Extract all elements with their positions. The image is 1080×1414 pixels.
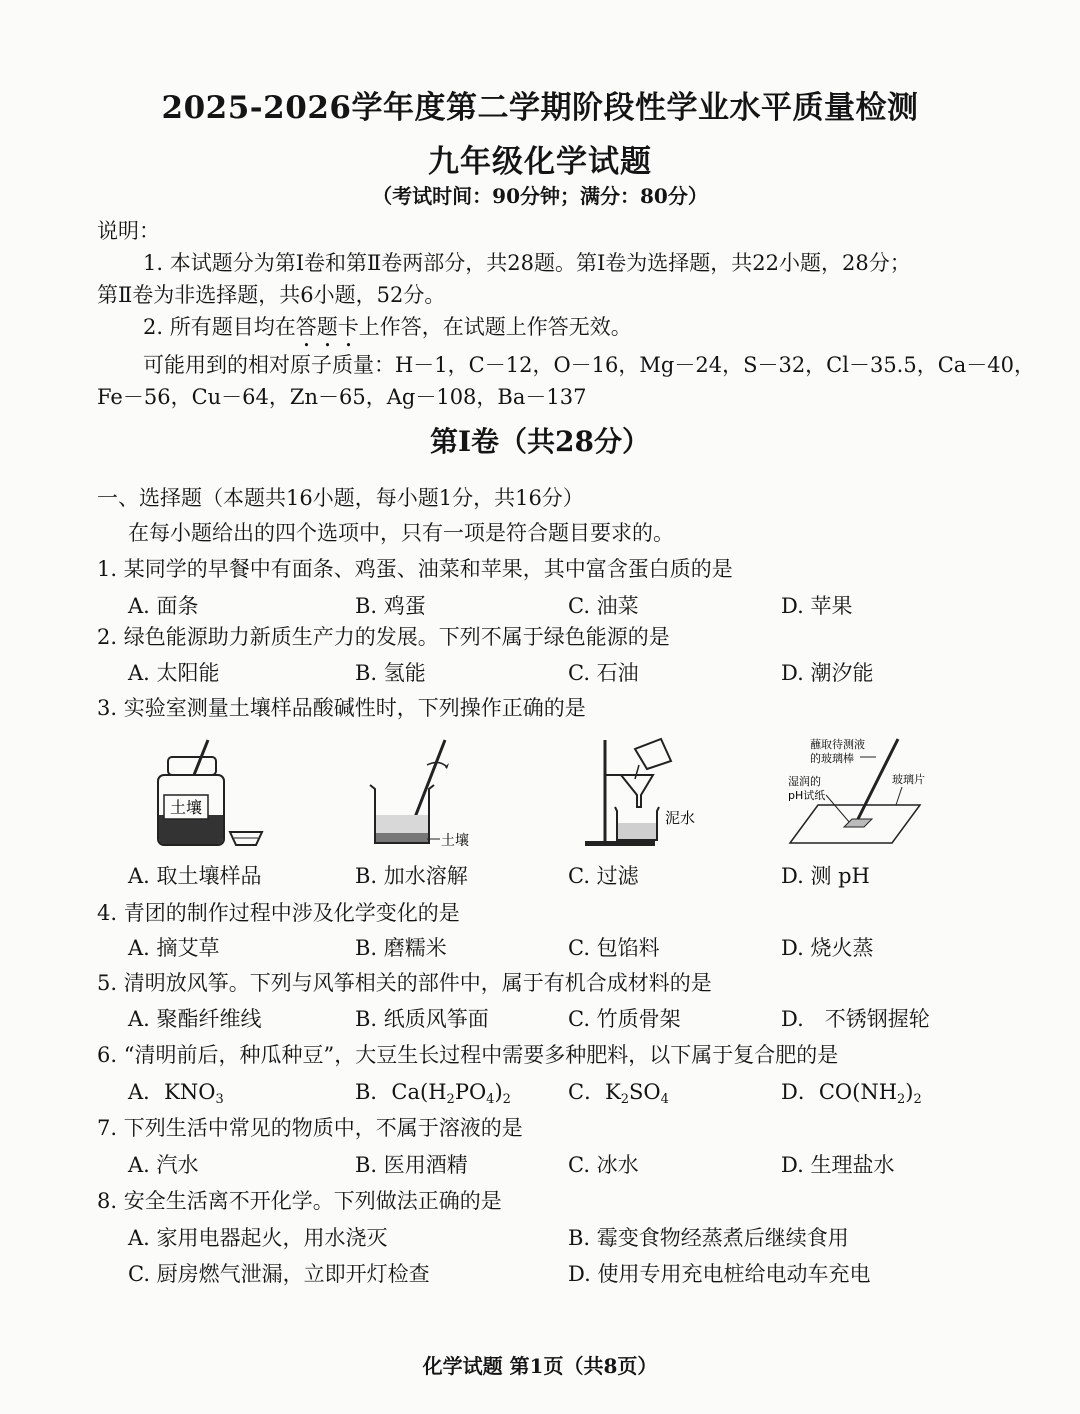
formula-subscript: 4: [660, 1092, 669, 1107]
question-stem: 青团的制作过程中涉及化学变化的是: [123, 901, 460, 925]
filtration-figure: [575, 735, 715, 850]
q3-option-b: B. 加水溶解: [355, 864, 468, 888]
paper-pointer: [826, 795, 850, 823]
glass-rod-label-2: 的玻璃棒: [810, 752, 854, 765]
formula-text: B．Ca(H: [355, 1080, 447, 1104]
q8-option-d: D. 使用专用充电桩给电动车充电: [568, 1262, 871, 1286]
formula-subscript: 2: [620, 1092, 630, 1107]
filtrate: [618, 823, 656, 839]
q2-option-c: C. 石油: [568, 661, 639, 685]
wet-paper-label: 湿润的: [788, 775, 821, 788]
q6-option-b: [355, 1076, 511, 1107]
soil-jar-label: 土壤: [169, 798, 203, 817]
question-stem: 绿色能源助力新质生产力的发展。下列不属于绿色能源的是: [123, 625, 670, 649]
ph-test-figure: [780, 735, 940, 850]
q7-option-d: D. 生理盐水: [781, 1153, 895, 1177]
question-stem: 某同学的早餐中有面条、鸡蛋、油菜和苹果，其中富含蛋白质的是: [123, 557, 733, 581]
formula-text: ): [905, 1080, 914, 1104]
jar-lid: [168, 757, 216, 775]
pouring-beaker: [635, 739, 671, 769]
q3-option-c: C. 过滤: [568, 864, 639, 888]
notes-item-2-emphasis: 答题卡: [295, 315, 359, 339]
question-stem: 安全生活离不开化学。下列做法正确的是: [123, 1189, 502, 1213]
question-number: 6.: [97, 1043, 118, 1067]
pour-stream: [635, 765, 639, 779]
sediment: [376, 833, 428, 842]
atomic-mass-line-2: Fe－56，Cu－64，Zn－65，Ag－108，Ba－137: [97, 385, 587, 409]
q8-option-c: C. 厨房燃气泄漏，立即开灯检查: [128, 1262, 430, 1286]
question-2: [97, 621, 670, 651]
formula-subscript: 2: [446, 1092, 455, 1107]
glass-plate-label: 玻璃片: [892, 773, 925, 786]
exam-info: （考试时间：90分钟；满分：80分）: [372, 184, 708, 208]
q5-option-d: D. 不锈钢握轮: [781, 1007, 930, 1031]
stand-base: [585, 841, 655, 846]
plate-pointer: [896, 787, 902, 805]
q4-option-d: D. 烧火蒸: [781, 936, 874, 960]
section-heading: 第Ⅰ卷（共28分）: [429, 425, 651, 458]
formula-subscript: 4: [486, 1092, 495, 1107]
q1-option-a: A. 面条: [128, 594, 199, 618]
formula-subscript: 2: [502, 1092, 511, 1107]
notes-item-2-post: 上作答，在试题上作答无效。: [358, 315, 632, 339]
question-6: [97, 1039, 838, 1069]
question-number: 4.: [97, 901, 118, 925]
q4-option-c: C. 包馅料: [568, 936, 660, 960]
q4-option-b: B. 磨糯米: [355, 936, 447, 960]
formula-text: ): [494, 1080, 503, 1104]
question-3: [97, 692, 586, 722]
beaker-figure: [365, 735, 495, 850]
q5-option-a: A. 聚酯纤维线: [128, 1007, 262, 1031]
notes-item-2: [143, 311, 632, 352]
question-number: 7.: [97, 1116, 118, 1140]
question-7: [97, 1112, 523, 1142]
exam-title: 2025-2026学年度第二学期阶段性学业水平质量检测: [161, 90, 919, 126]
formula-text: SO: [629, 1080, 661, 1104]
question-5: [97, 967, 712, 997]
question-stem: 清明放风筝。下列与风筝相关的部件中，属于有机合成材料的是: [123, 971, 712, 995]
q2-option-a: A. 太阳能: [128, 661, 220, 685]
q1-option-b: B. 鸡蛋: [355, 594, 426, 618]
q7-option-c: C. 冰水: [568, 1153, 639, 1177]
question-number: 1.: [97, 557, 118, 581]
q6-option-a: [128, 1076, 224, 1107]
exam-subtitle: 九年级化学试题: [428, 144, 652, 180]
question-8: [97, 1185, 502, 1215]
q5-option-c: C. 竹质骨架: [568, 1007, 681, 1031]
q5-option-b: B. 纸质风筝面: [355, 1007, 489, 1031]
q7-option-b: B. 医用酒精: [355, 1153, 468, 1177]
q4-option-a: A. 摘艾草: [128, 936, 220, 960]
page-footer: 化学试题 第1页（共8页）: [422, 1354, 658, 1378]
q7-option-a: A. 汽水: [128, 1153, 199, 1177]
question-number: 3.: [97, 696, 118, 720]
notes-item-1-cont: 第Ⅱ卷为非选择题，共6小题，52分。: [97, 283, 446, 307]
q6-option-d: [781, 1076, 922, 1107]
formula-subscript: 2: [897, 1092, 906, 1107]
formula-text: C．K: [568, 1080, 621, 1104]
q1-option-c: C. 油菜: [568, 594, 639, 618]
glass-rod-label: 蘸取待测液: [810, 738, 865, 751]
wet-paper-label-2: pH试纸: [788, 789, 826, 802]
question-stem: 下列生活中常见的物质中，不属于溶液的是: [123, 1116, 523, 1140]
part-title: 一、选择题（本题共16小题，每小题1分，共16分）: [97, 486, 584, 510]
soil-jar-figure: [150, 735, 280, 850]
soil-beaker-label: 土壤: [441, 833, 469, 849]
formula-text: A．KNO: [128, 1080, 216, 1104]
formula-text: D．CO(NH: [781, 1080, 898, 1104]
notes-item-2-pre: 2. 所有题目均在: [143, 315, 296, 339]
formula-subscript: 2: [913, 1092, 922, 1107]
question-number: 2.: [97, 625, 118, 649]
formula-subscript: 3: [215, 1092, 224, 1107]
q2-option-d: D. 潮汐能: [781, 661, 874, 685]
notes-item-1: 1. 本试题分为第Ⅰ卷和第Ⅱ卷两部分，共28题。第Ⅰ卷为选择题，共22小题，28分；: [143, 251, 911, 275]
atomic-mass-line-1: 可能用到的相对原子质量：H－1，C－12，O－16，Mg－24，S－32，Cl－35.5，Ca－40，: [143, 353, 1036, 377]
part-instruction: 在每小题给出的四个选项中，只有一项是符合题目要求的。: [128, 521, 674, 545]
q8-option-b: B. 霉变食物经蒸煮后继续食用: [568, 1226, 849, 1250]
question-stem: 实验室测量土壤样品酸碱性时，下列操作正确的是: [123, 696, 586, 720]
mud-water-label: 泥水: [665, 809, 696, 827]
funnel: [621, 775, 653, 807]
question-4: [97, 897, 460, 927]
q1-option-d: D. 苹果: [781, 594, 853, 618]
formula-text: PO: [454, 1080, 487, 1104]
q8-option-a: A. 家用电器起火，用水浇灭: [128, 1226, 388, 1250]
question-stem: “清明前后，种瓜种豆”，大豆生长过程中需要多种肥料，以下属于复合肥的是: [123, 1043, 839, 1067]
q3-option-a: A. 取土壤样品: [128, 864, 262, 888]
notes-heading: 说明：: [97, 219, 160, 243]
q3-option-d: D. 测 pH: [781, 864, 870, 888]
question-number: 5.: [97, 971, 118, 995]
q6-option-c: [568, 1076, 669, 1107]
question-1: [97, 553, 733, 583]
q2-option-b: B. 氢能: [355, 661, 426, 685]
question-number: 8.: [97, 1189, 118, 1213]
